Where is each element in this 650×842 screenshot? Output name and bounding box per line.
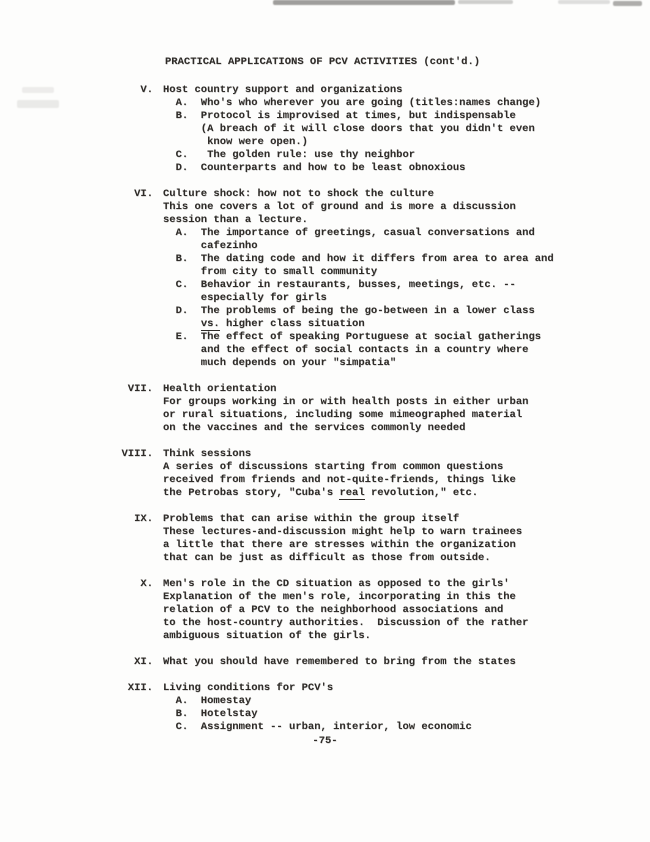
outline-line: A. Homestay — [163, 695, 252, 707]
scan-smudge-margin — [22, 87, 54, 93]
outline-line: received from friends and not-quite-friends, things like — [163, 474, 516, 486]
outline-line: Culture shock: how not to shock the culture — [163, 188, 434, 200]
section-numeral: VI. — [134, 188, 153, 200]
section-body — [163, 188, 554, 370]
outline-line: Host country support and organizations — [163, 84, 403, 96]
outline-line: B. The dating code and how it differs from area to area and — [163, 253, 554, 265]
section-body — [163, 682, 472, 734]
outline-line: and the effect of social contacts in a country where — [163, 344, 529, 356]
outline-section — [100, 188, 554, 370]
section-numeral: IX. — [134, 513, 153, 525]
outline-line: relation of a PCV to the neighborhood associations and — [163, 604, 504, 616]
outline-line: a little that there are stresses within the organization — [163, 539, 516, 551]
outline-line: Living conditions for PCV's — [163, 682, 334, 694]
outline-section — [100, 578, 554, 643]
outline-line: especially for girls — [163, 292, 327, 304]
outline-line: to the host-country authorities. Discussion of the rather — [163, 617, 529, 629]
scan-smudge-top — [273, 0, 455, 5]
outline-line: B. Hotelstay — [163, 708, 258, 720]
outline-line: B. Protocol is improvised at times, but indispensable — [163, 110, 516, 122]
outline-section — [100, 656, 554, 669]
section-body — [163, 448, 516, 500]
outline-section — [100, 682, 554, 734]
outline-line: much depends on your "simpatia" — [163, 357, 397, 369]
page-number: -75- — [312, 735, 338, 747]
outline-line: Problems that can arise within the group itself — [163, 513, 460, 525]
outline-line: These lectures-and-discussion might help to warn trainees — [163, 526, 523, 538]
outline-line: D. The problems of being the go-between in a lower class — [163, 305, 535, 317]
outline-line: Health orientation — [163, 383, 277, 395]
outline-line: the Petrobas story, "Cuba's real revolution," etc. — [163, 487, 479, 499]
outline-line: cafezinho — [163, 240, 258, 252]
outline-line: D. Counterparts and how to be least obnoxious — [163, 162, 466, 174]
scan-smudge-top — [558, 0, 610, 4]
outline-line: vs. higher class situation — [200, 318, 365, 330]
outline-line: that can be just as difficult as those from outside. — [163, 552, 491, 564]
outline-line: E. The effect of speaking Portuguese at social gatherings — [163, 331, 542, 343]
scan-smudge-top — [613, 1, 642, 6]
outline-line: C. Behavior in restaurants, busses, meetings, etc. -- — [163, 279, 516, 291]
section-body — [163, 578, 528, 643]
section-numeral: VII. — [127, 383, 153, 395]
section-numeral: V. — [140, 84, 153, 96]
scan-smudge-margin — [17, 100, 59, 108]
outline — [100, 84, 554, 747]
section-numeral: X. — [140, 578, 153, 590]
outline-line: For groups working in or with health posts in either urban — [163, 396, 529, 408]
outline-line: session than a lecture. — [163, 214, 308, 226]
outline-line: This one covers a lot of ground and is more a discussion — [163, 201, 516, 213]
outline-section — [100, 383, 554, 435]
outline-section — [100, 84, 554, 175]
outline-line: know were open.) — [163, 136, 308, 148]
outline-line: on the vaccines and the services commonly needed — [163, 422, 466, 434]
scan-smudge-top — [458, 0, 513, 4]
outline-line: C. Assignment -- urban, interior, low economic — [163, 721, 472, 733]
section-numeral: XI. — [134, 656, 153, 668]
outline-line: Men's role in the CD situation as opposed to the girls' — [163, 578, 510, 590]
outline-section — [100, 448, 554, 500]
outline-line: (A breach of it will close doors that you didn't even — [163, 123, 535, 135]
outline-section — [100, 513, 554, 565]
outline-line: A. Who's who wherever you are going (titles:names change) — [163, 97, 542, 109]
outline-line: or rural situations, including some mimeographed material — [163, 409, 523, 421]
outline-line: What you should have remembered to bring from the states — [163, 656, 516, 668]
outline-line: ambiguous situation of the girls. — [163, 630, 371, 642]
section-body — [163, 656, 516, 669]
section-body — [163, 84, 541, 175]
page-title: PRACTICAL APPLICATIONS OF PCV ACTIVITIES (cont'd.) — [165, 56, 481, 68]
section-numeral: XII. — [127, 682, 153, 694]
outline-line: A series of discussions starting from common questions — [163, 461, 504, 473]
outline-line: Explanation of the men's role, incorporating in this the — [163, 591, 516, 603]
outline-line: A. The importance of greetings, casual conversations and — [163, 227, 535, 239]
section-body — [163, 513, 522, 565]
outline-line: C. The golden rule: use thy neighbor — [163, 149, 416, 161]
section-numeral: VIII. — [121, 448, 153, 460]
outline-line: from city to small community — [163, 266, 378, 278]
outline-line: Think sessions — [163, 448, 252, 460]
section-body — [163, 383, 528, 435]
